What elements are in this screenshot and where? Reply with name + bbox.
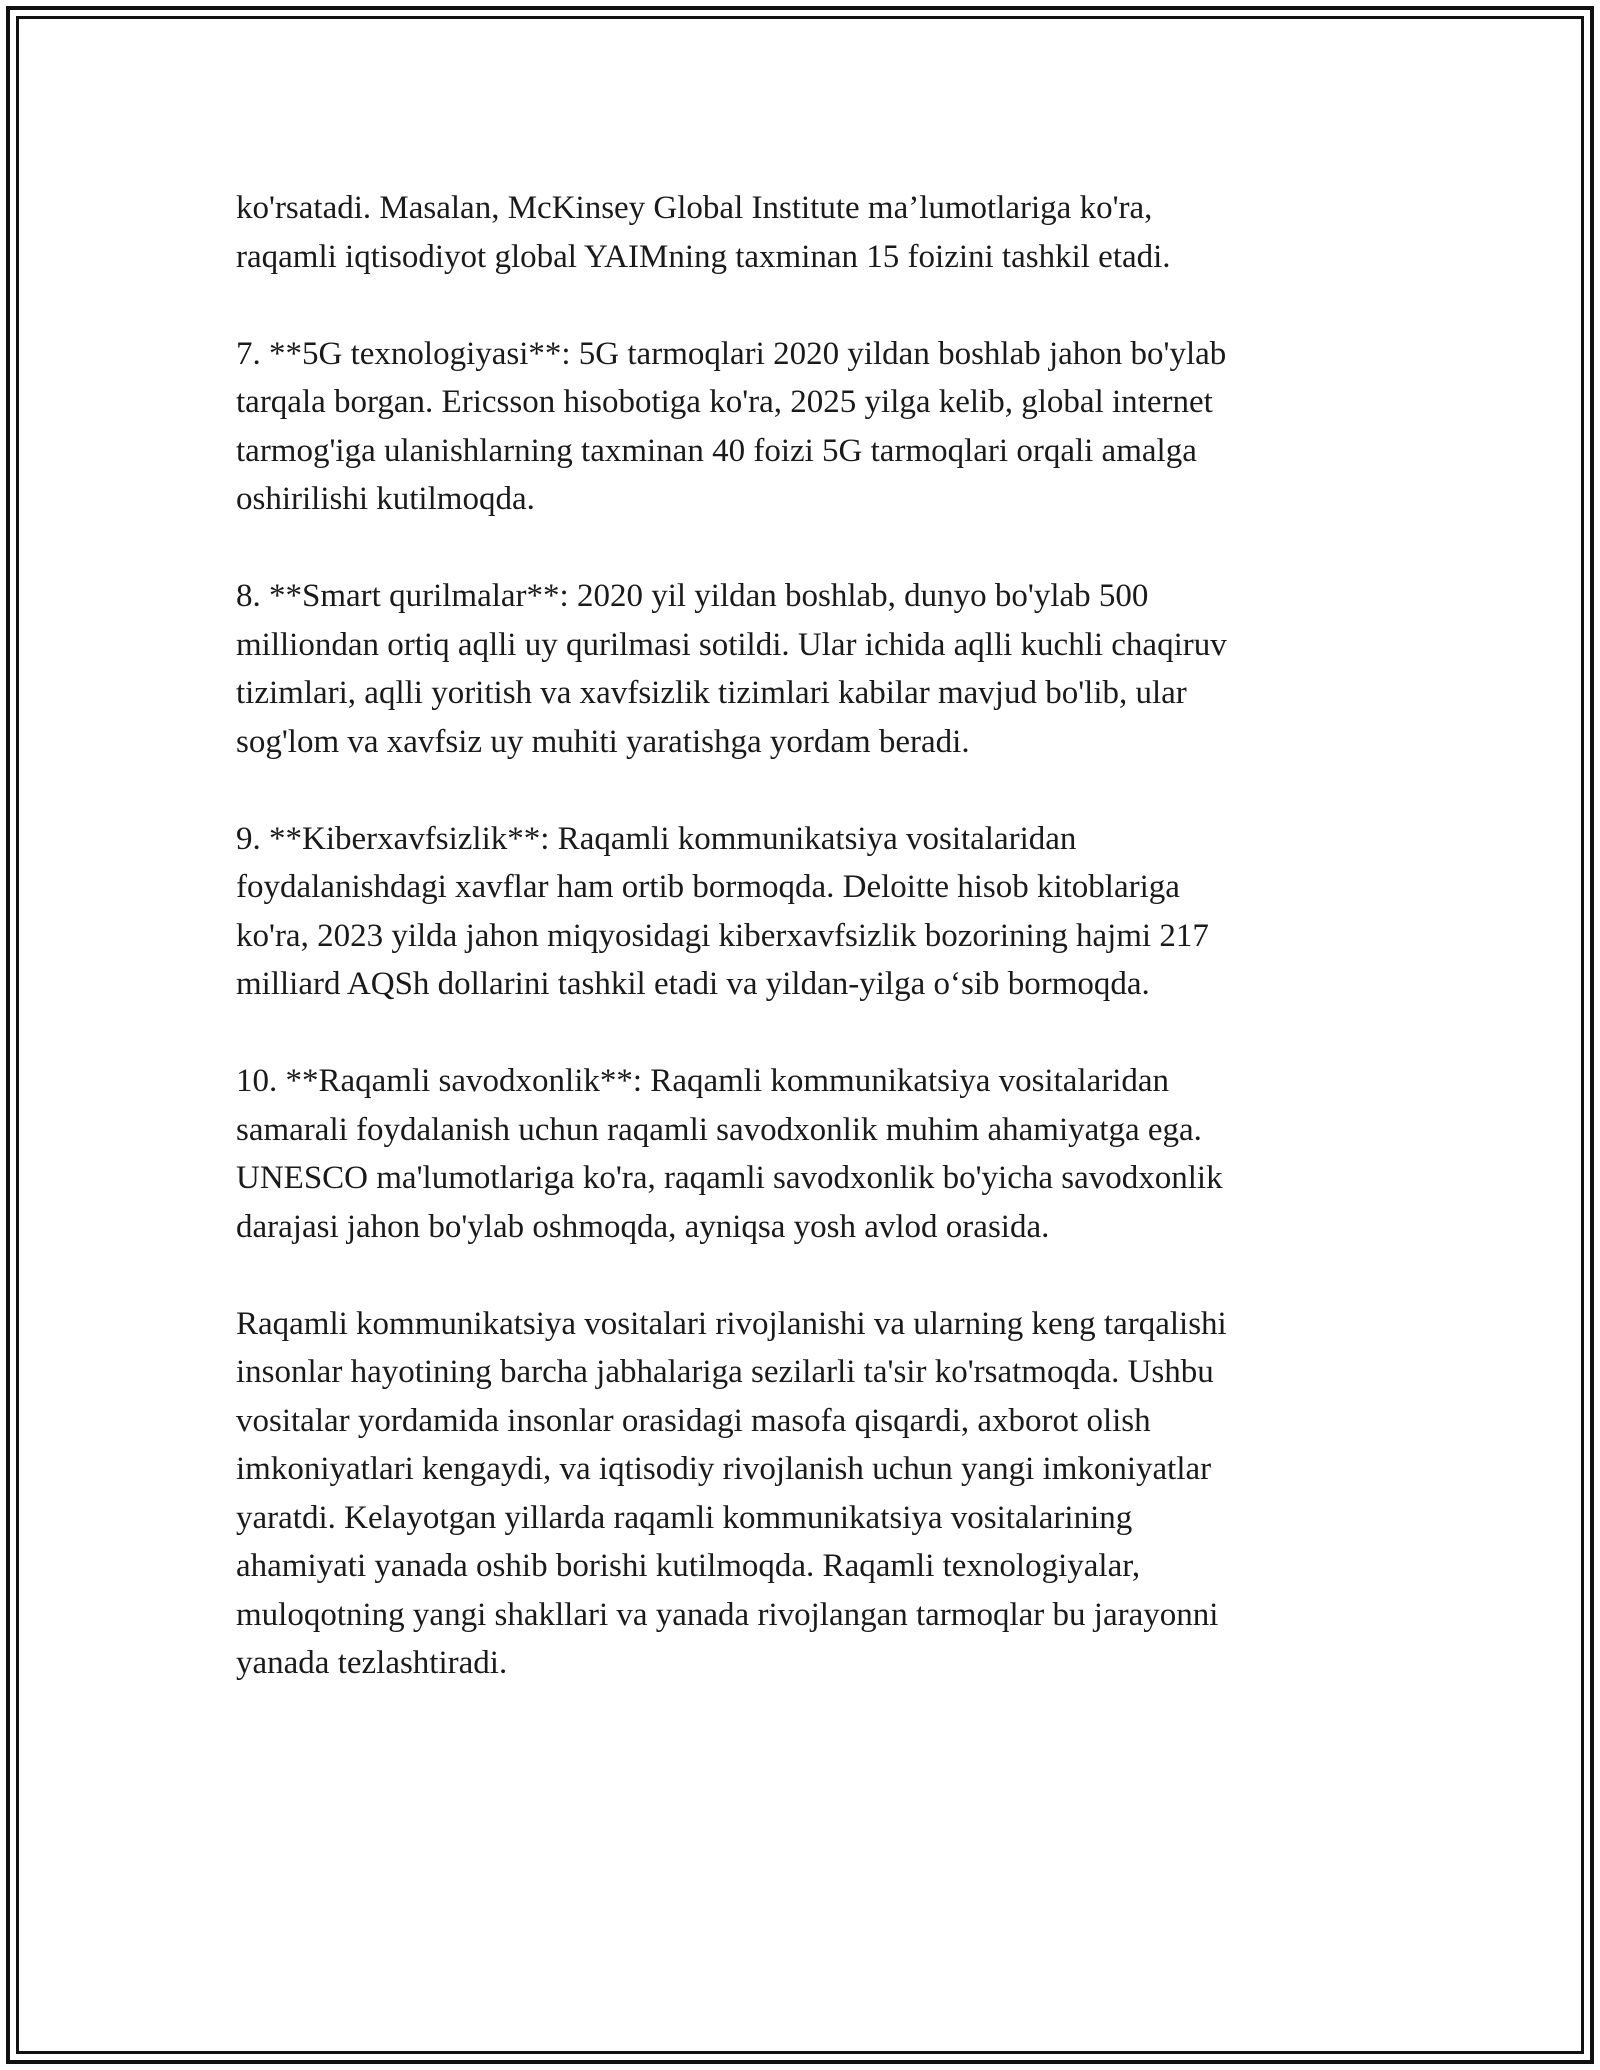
text-line: ko'rsatadi. Masalan, McKinsey Global Institute ma’lumotlariga ko'ra, [236, 190, 1153, 226]
text-line: oshirilishi kutilmoqda. [236, 481, 535, 517]
text-line: tarmog'iga ulanishlarning taxminan 40 foizi 5G tarmoqlari orqali amalga [236, 432, 1197, 469]
text-line: tarqala borgan. Ericsson hisobotiga ko'ra, 2025 yilga kelib, global internet [236, 384, 1213, 420]
text-line: ahamiyati yanada oshib borishi kutilmoqda. Raqamli texnologiyalar, [236, 1548, 1141, 1584]
paragraph-conclusion [236, 1300, 1376, 1688]
text-line: foydalanishdagi xavflar ham ortib bormoqda. Deloitte hisob kitoblariga [236, 869, 1180, 905]
text-line: darajasi jahon bo'ylab oshmoqda, ayniqsa yosh avlod orasida. [236, 1208, 1050, 1245]
paragraph-intro-continuation [236, 184, 1376, 281]
text-line: muloqotning yangi shakllari va yanada rivojlangan tarmoqlar bu jarayonni [236, 1596, 1219, 1633]
text-line: 7. **5G texnologiyasi**: 5G tarmoqlari 2020 yildan boshlab jahon bo'ylab [236, 335, 1227, 372]
text-line: 8. **Smart qurilmalar**: 2020 yil yildan boshlab, dunyo bo'ylab 500 [236, 578, 1149, 614]
text-line: insonlar hayotining barcha jabhalariga sezilarli ta'sir ko'rsatmoqda. Ushbu [236, 1354, 1214, 1390]
text-line: raqamli iqtisodiyot global YAIMning taxminan 15 foizini tashkil etadi. [236, 238, 1171, 275]
text-line: yanada tezlashtiradi. [236, 1645, 508, 1681]
paragraph-item-9-cybersecurity [236, 815, 1376, 1009]
text-line: 10. **Raqamli savodxonlik**: Raqamli kommunikatsiya vositalaridan [236, 1063, 1170, 1099]
document-body [236, 184, 1376, 1688]
text-line: sog'lom va xavfsiz uy muhiti yaratishga yordam beradi. [236, 723, 970, 760]
text-line: vositalar yordamida insonlar orasidagi masofa qisqardi, axborot olish [236, 1402, 1151, 1439]
paragraph-item-10-digital-literacy [236, 1057, 1376, 1251]
text-line: UNESCO ma'lumotlariga ko'ra, raqamli savodxonlik bo'yicha savodxonlik [236, 1160, 1223, 1196]
text-line: tizimlari, aqlli yoritish va xavfsizlik tizimlari kabilar mavjud bo'lib, ular [236, 675, 1187, 711]
text-line: milliard AQSh dollarini tashkil etadi va yildan-yilga oʻsib bormoqda. [236, 966, 1150, 1002]
paragraph-item-8-smart-devices [236, 572, 1376, 766]
text-line: 9. **Kiberxavfsizlik**: Raqamli kommunikatsiya vositalaridan [236, 820, 1077, 857]
text-line: imkoniyatlari kengaydi, va iqtisodiy rivojlanish uchun yangi imkoniyatlar [236, 1451, 1212, 1487]
paragraph-item-7-5g [236, 330, 1376, 524]
text-line: yaratdi. Kelayotgan yillarda raqamli kommunikatsiya vositalarining [236, 1499, 1133, 1536]
text-line: ko'ra, 2023 yilda jahon miqyosidagi kiberxavfsizlik bozorining hajmi 217 [236, 917, 1209, 954]
text-line: Raqamli kommunikatsiya vositalari rivojlanishi va ularning keng tarqalishi [236, 1305, 1227, 1342]
text-line: samarali foydalanish uchun raqamli savodxonlik muhim ahamiyatga ega. [236, 1111, 1202, 1148]
text-line: milliondan ortiq aqlli uy qurilmasi sotildi. Ular ichida aqlli kuchli chaqiruv [236, 626, 1227, 663]
